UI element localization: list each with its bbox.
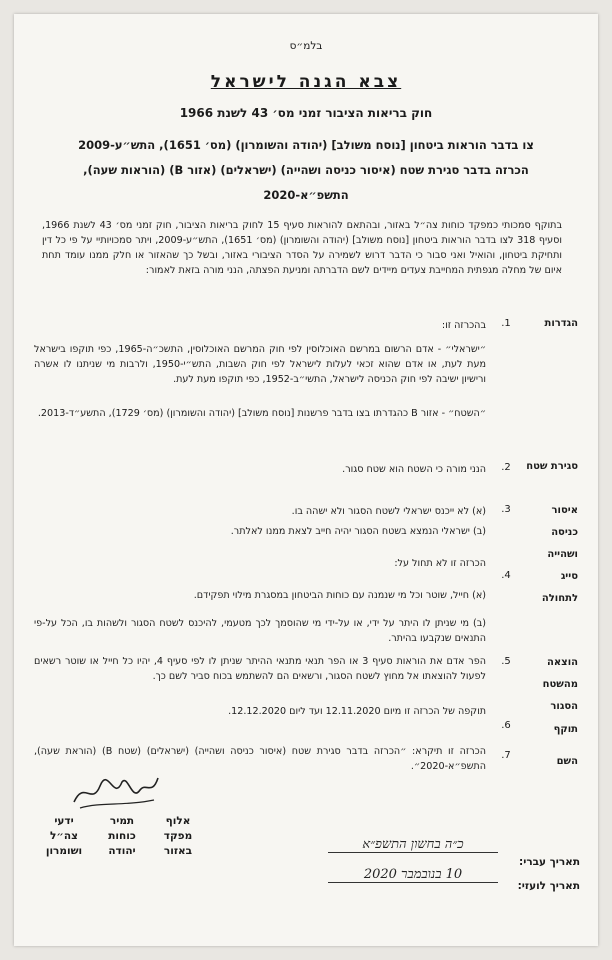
section-1-line-1: בהכרזה זו: [441,320,486,331]
section-3-number: 3. [501,504,511,515]
section-1-definition-area: ״השטח״ - אזור B כהגדרתו בצו בדבר פרשנות [נוסח משולב] (יהודה והשומרון) (מס׳ 1729), התשע״ד-2013. [37,408,486,419]
signatory-name-column: תמיר כוחות יהודה [108,815,136,857]
gregorian-date-value: 10 בנובמבר 2020 [328,866,498,883]
classification-mark: בלמ״ס [289,40,323,52]
signature-scribble [70,772,160,812]
section-7-title: השם [556,756,578,767]
section-6-number: 6. [501,720,511,731]
section-1-title: הגדרות [544,318,578,329]
section-1-number: 1. [501,318,511,329]
gregorian-date-label: תאריך לועזי: [517,880,580,892]
section-4-clause-a: (א) חייל, שוטר וכל מי שנמנה עם כוחות הביטחון במסגרת מילוי תפקידם. [193,590,486,601]
section-6-line-1: תוקפה של הכרזה זו מיום 12.11.2020 ועד ליום 12.12.2020. [228,706,486,717]
order-title-line-1: צו בדבר הוראות ביטחון [נוסח משולב] (יהודה והשומרון) (מס׳ 1651), התש״ע-2009 [78,138,534,152]
section-4-number: 4. [501,570,511,581]
section-5-line-1: הפר אדם את הוראות סעיף 3 או הפר תנאי מתנאי ההיתר שניתן לו לפי סעיף 4, יהיו כל חייל או שוטר רשאים לפעול להוצאתו אל מחוץ לשטח הסגור, ורשאים הם להשתמש בכוח סביר לשם כך. [34,656,486,682]
preamble-paragraph: בתוקף סמכותי כמפקד כוחות צה״ל באזור, ובהתאם להוראות סעיף 15 לחוק בריאות הציבור, חוק זמני מס׳ 43 לשנת 1966, וסעיף 318 לצו בדבר הוראות ביטחון [נוסח משולב] (יהודה והשומרון) (מס׳ 1651), התש״ע-2009, ויתר סמכויותיי על פי כל דין ותחיקת ביטחון, והואיל ואני סבור כי הדבר דרוש לשמירה על הסדר הציבורי באזור, ובשל כך שהאזור או חלק ממנו עומד תחת איום של מחלה מגפתית המחייבת צעדים מיידים לשם הדברתה ומניעת הפצתה, הנני מורה בזאת לאמור: [42,220,562,276]
section-5-title: הוצאה מהשטח הסגור [542,657,578,712]
section-7-line-1: הכרזה זו תיקרא: ״הכרזה בדבר סגירת שטח (איסור כניסה ושהייה) (ישראלים) (שטח B) (הוראת שעה), התשפ״א-2020״. [34,746,487,772]
section-2-line-1: הנני מורה כי השטח הוא שטח סגור. [342,464,486,475]
section-6-title: תוקף [553,724,578,735]
section-5-number: 5. [501,656,511,667]
order-title-line-3: התשפ״א-2020 [263,188,349,202]
signatory-unit-column: ידעי צה״ל ושומרון [45,815,83,857]
section-4-title: סייג לתחולה [541,571,578,604]
section-2-title: סגירת שטח [526,461,578,472]
hebrew-date-value: כ״ה בחשון התשפ״א [328,836,498,853]
section-2-number: 2. [501,462,511,473]
section-3-clause-a: (א) לא ייכנס ישראלי לשטח הסגור ולא ישהה בו. [291,506,486,517]
document-page [14,14,598,946]
section-7-number: 7. [501,750,511,761]
organization-title: צבא הגנה לישראל [210,72,402,92]
section-4-clause-b: (ב) מי שניתן לו היתר על ידי, או על-ידי מי שהוסמך לכך מטעמי, להיכנס לשטח הסגור ולשהות בו, הכל על-פי התנאים שנקבעו בהיתר. [34,618,486,644]
hebrew-date-label: תאריך עברי: [519,856,580,868]
section-4-intro: הכרזה זו לא תחול על: [394,558,486,569]
section-3-title: איסור כניסה ושהייה [547,505,578,560]
law-title: חוק בריאות הציבור זמני מס׳ 43 לשנת 1966 [179,106,433,120]
order-title-line-2: הכרזה בדבר סגירת שטח (איסור כניסה ושהייה) (ישראלים) (אזור B) (הוראות שעה), [83,163,529,177]
section-3-clause-b: (ב) ישראלי הנמצא בשטח הסגור יהיה חייב לצאת ממנו לאלתר. [230,526,486,537]
section-1-definition-israeli: ״ישראלי״ - אדם הרשום במרשם האוכלוסין לפי חוק המרשם האוכלוסין, התשכ״ה-1965, כפי תוקפו בישראל מעת לעת, או אדם שהוא זכאי לעלות לישראל לפי חוק השבות, התש״י-1950, ולרבות מי שניתנו לו אשרה ורישיון ישיבה לפי חוק הכניסה לישראל, התשי״ב-1952, כפי תוקפו מעת לעת. [34,344,487,385]
signatory-rank-column: אלוף מפקד באזור [163,815,193,857]
